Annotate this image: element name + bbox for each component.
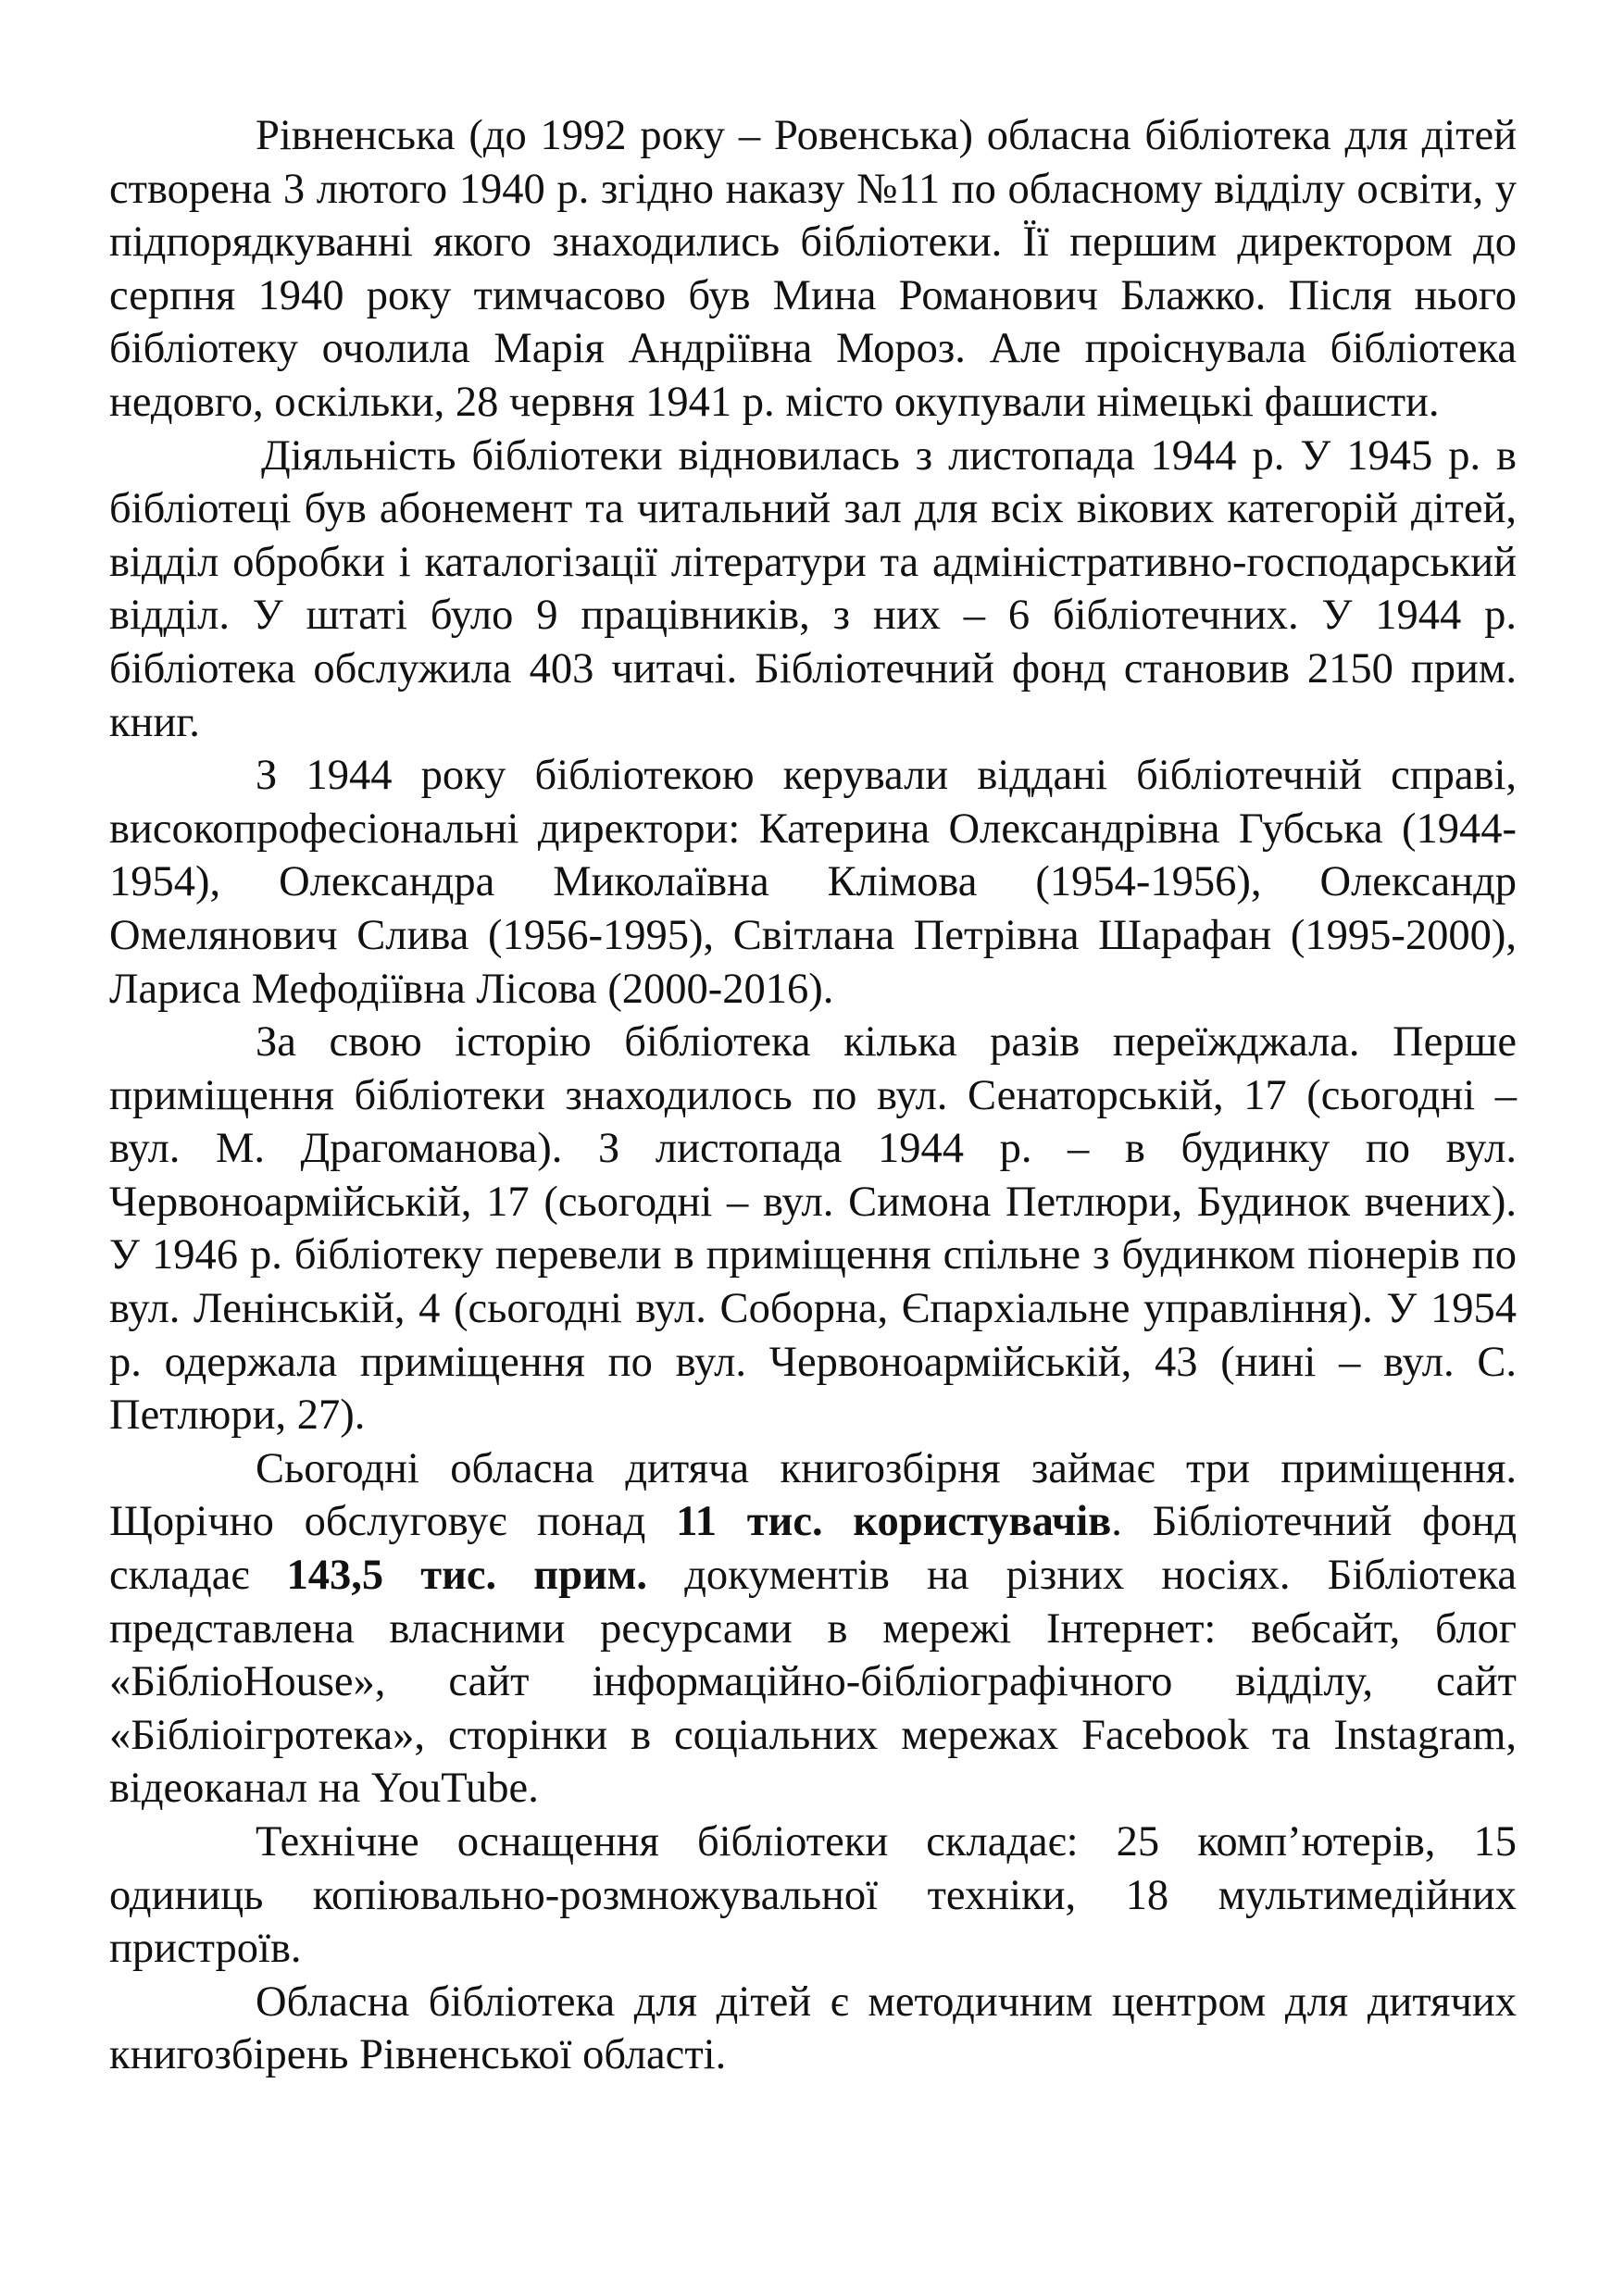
paragraph-premises — [109, 1016, 1517, 1442]
paragraph-text: Рівненська (до 1992 року – Ровенська) обласна бібліотека для дітей створена 3 лютого 1940 р. згідно наказу №11 по обласному відділу освіти, у підпорядкуванні якого знаходились бібліотеки. Її першим директором до серпня 1940 року тимчасово був Мина Романович Блажко. Після нього бібліотеку очолила Марія Андріївна Мороз. Але проіснувала бібліотека недовго, оскільки, 28 червня 1941 р. місто окупували німецькі фашисти. — [109, 112, 1517, 426]
paragraph-directors — [109, 749, 1517, 1016]
users-count-bold: 11 тис. користувачів — [676, 1498, 1112, 1546]
paragraph-text: документів на різних носіях. Бібліотека представлена власними ресурсами в мережі Інтернет: вебсайт, блог «БібліоHouse», сайт інформаційно-бібліографічного відділу, сайт «Бібліоігротека», сторінки в соціальних мережах Facebook та Instagram, відеоканал на YouTube. — [109, 1552, 1517, 1813]
paragraph-text: Технічне оснащення бібліотеки складає: 25 комп’ютерів, 15 одиниць копіювально-розмножувальної техніки, 18 мультимедійних пристроїв. — [109, 1818, 1517, 1973]
paragraph-history-restoration — [109, 430, 1517, 750]
paragraph-text: Сьогодні обласна дитяча книгозбірня займає три приміщення. Щорічно обслуговує понад — [109, 1444, 1517, 1546]
paragraph-history-founding — [109, 109, 1517, 430]
paragraph-equipment — [109, 1816, 1517, 1976]
paragraph-text: З 1944 року бібліотекою керували віддані бібліотечній справі, високопрофесіональні директори: Катерина Олександрівна Губська (1944-1954), Олександра Миколаївна Клімова (1954-1956), Олександр Омелянович Слива (1956-1995), Світлана Петрівна Шарафан (1995-2000), Лариса Мефодіївна Лісова (2000-2016). — [109, 752, 1517, 1013]
paragraph-text: Діяльність бібліотеки відновилась з листопада 1944 р. У 1945 р. в бібліотеці був абонемент та читальний зал для всіх вікових категорій дітей, відділ обробки і каталогізації літератури та адміністративно-господарський відділ. У штаті було 9 працівників, з них – 6 бібліотечних. У 1944 р. бібліотека обслужила 403 читачі. Бібліотечний фонд становив 2150 прим. книг. — [109, 431, 1517, 746]
paragraph-text: За свою історію бібліотека кілька разів переїжджала. Перше приміщення бібліотеки знаходилось по вул. Сенаторській, 17 (сьогодні – вул. М. Драгоманова). З листопада 1944 р. – в будинку по вул. Червоноармійській, 17 (сьогодні – вул. Симона Петлюри, Будинок вчених). У 1946 р. бібліотеку перевели в приміщення спільне з будинком піонерів по вул. Ленінській, 4 (сьогодні вул. Соборна, Єпархіальне управління). У 1954 р. одержала приміщення по вул. Червоноармійській, 43 (нині – вул. С. Петлюри, 27). — [109, 1018, 1517, 1440]
paragraph-text: . Бібліотечний фонд складає — [109, 1498, 1517, 1600]
fund-size-bold: 143,5 тис. прим. — [286, 1552, 648, 1600]
paragraph-text: Обласна бібліотека для дітей є методичним центром для дитячих книгозбірень Рівненської області. — [109, 1978, 1517, 2079]
document-page — [109, 109, 1517, 2082]
paragraph-today — [109, 1442, 1517, 1816]
paragraph-methodical-center — [109, 1976, 1517, 2082]
